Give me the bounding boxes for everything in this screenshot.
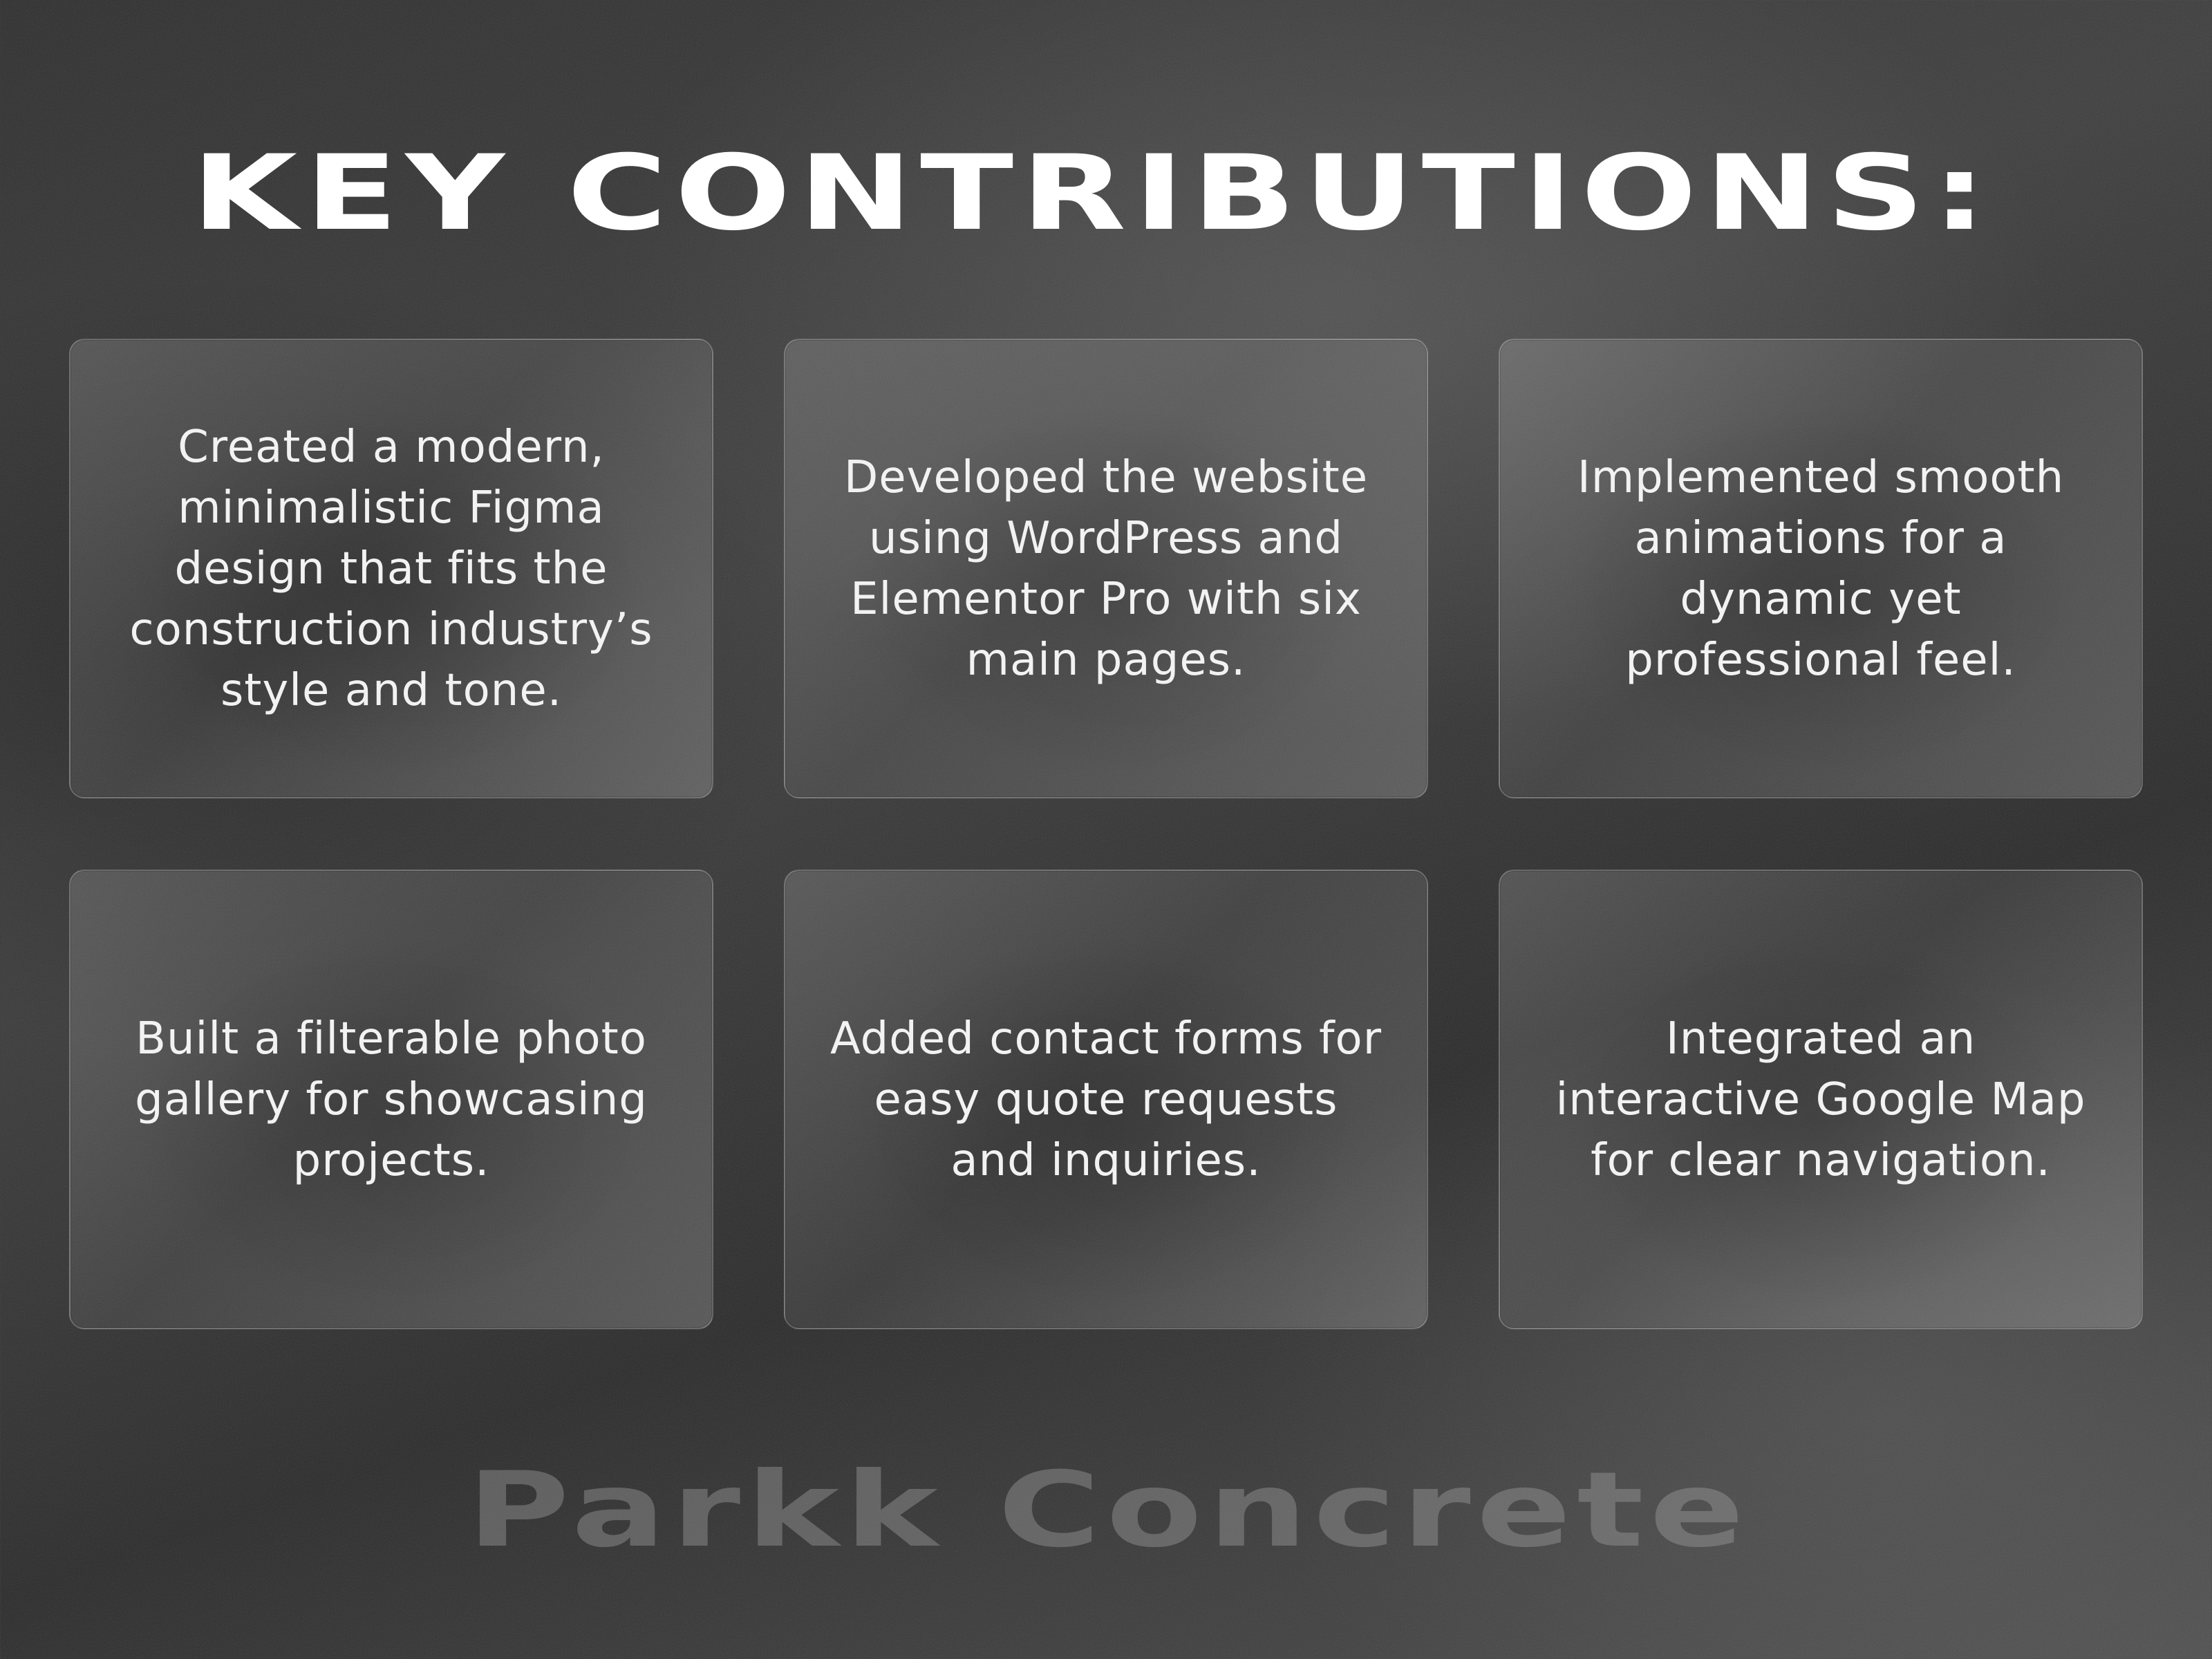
card-text: Integrated an interactive Google Map for clear navigation. — [1555, 1013, 2086, 1186]
contribution-card-google-map — [1499, 870, 2143, 1329]
page-title: KEY CONTRIBUTIONS: — [191, 133, 1994, 254]
card-text: Created a modern, minimalistic Figma design that fits the construction industry’s style and tone. — [129, 421, 653, 716]
contribution-card-animations — [1499, 339, 2143, 798]
contribution-card-gallery — [69, 870, 713, 1329]
contributions-grid — [69, 339, 2143, 1331]
contribution-card-design — [69, 339, 713, 798]
brand-watermark: Parkk Concrete — [467, 1450, 1750, 1571]
card-text: Developed the website using WordPress and Elementor Pro with six main pages. — [843, 451, 1369, 686]
card-text: Added contact forms for easy quote requests and inquiries. — [830, 1013, 1382, 1186]
contribution-card-development — [784, 339, 1428, 798]
contribution-card-contact-forms — [784, 870, 1428, 1329]
card-text: Built a filterable photo gallery for showcasing projects. — [135, 1013, 648, 1186]
card-text: Implemented smooth animations for a dynamic yet professional feel. — [1577, 451, 2065, 686]
